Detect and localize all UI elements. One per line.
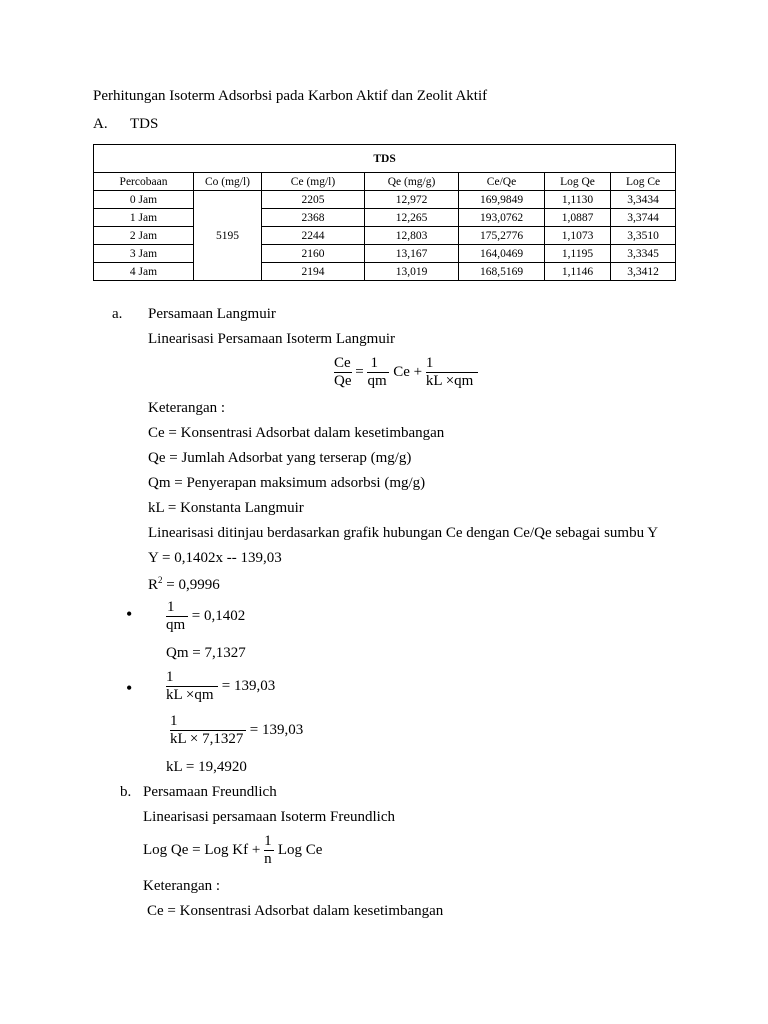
table-cell: 193,0762 (459, 209, 545, 227)
freundlich-equation (143, 833, 322, 868)
fraction-denominator: n (264, 851, 272, 867)
fraction-numerator: 1 (370, 355, 378, 371)
table-cell: 168,5169 (459, 263, 545, 281)
table-cell: 3,3345 (611, 245, 676, 263)
table-cell: 3,3434 (611, 191, 676, 209)
fraction (426, 355, 478, 390)
fraction-denominator: kL ×qm (425, 373, 474, 389)
fraction-numerator: 1 (170, 713, 178, 729)
fraction (264, 833, 274, 868)
table-cell: 1,1146 (545, 263, 611, 281)
fraction-numerator: 1 (166, 669, 174, 685)
qm-equation (166, 599, 245, 634)
table-cell: 1,1130 (545, 191, 611, 209)
table-cell: 164,0469 (459, 245, 545, 263)
fraction-numerator: 1 (264, 833, 272, 849)
equals-sign: = (355, 363, 364, 380)
equation-lhs: Log Qe = Log Kf + (143, 841, 261, 858)
definition-ce: Ce = Konsentrasi Adsorbat dalam kesetimbangan (147, 903, 444, 919)
r2-label: R (148, 577, 159, 593)
equation-term: Ce + (393, 363, 423, 380)
regression-equation: Y = 0,1402x -- 139,03 (148, 550, 282, 566)
table-cell: 2 Jam (94, 227, 194, 245)
fraction (166, 599, 188, 634)
table-cell: 3 Jam (94, 245, 194, 263)
fraction (166, 669, 218, 704)
definition-ce: Ce = Konsentrasi Adsorbat dalam kesetimbangan (148, 425, 445, 441)
table-header: Log Ce (611, 173, 676, 191)
section-marker: A. (93, 116, 108, 132)
fraction-numerator: Ce (334, 355, 351, 371)
definition-qe: Qe = Jumlah Adsorbat yang terserap (mg/g) (148, 450, 412, 466)
table-cell: 1,1195 (545, 245, 611, 263)
table-row (94, 191, 676, 209)
fraction-numerator: 1 (425, 355, 434, 371)
langmuir-equation (334, 355, 478, 390)
equation-rhs: Log Ce (277, 841, 323, 858)
langmuir-subtitle: Linearisasi Persamaan Isoterm Langmuir (148, 331, 396, 347)
table-row (94, 245, 676, 263)
document-title: Perhitungan Isoterm Adsorbsi pada Karbon Aktif dan Zeolit Aktif (93, 88, 488, 104)
langmuir-marker: a. (112, 306, 123, 322)
section-title: TDS (130, 116, 159, 132)
fraction-denominator: qm (367, 373, 387, 389)
keterangan-label: Keterangan : (148, 400, 226, 416)
table-cell: 13,019 (365, 263, 459, 281)
table-header: Ce (mg/l) (262, 173, 365, 191)
table-cell: 2194 (262, 263, 365, 281)
table-header: Co (mg/l) (194, 173, 262, 191)
definition-qm: Qm = Penyerapan maksimum adsorbsi (mg/g) (148, 475, 426, 491)
table-cell: 12,265 (365, 209, 459, 227)
fraction-denominator: qm (166, 617, 186, 633)
table-cell: 2160 (262, 245, 365, 263)
fraction-denominator: Qe (334, 373, 352, 389)
table-cell: 4 Jam (94, 263, 194, 281)
fraction (170, 713, 246, 748)
table-cell: 13,167 (365, 245, 459, 263)
table-cell: 12,972 (365, 191, 459, 209)
table-cell: 3,3510 (611, 227, 676, 245)
langmuir-title: Persamaan Langmuir (148, 306, 276, 322)
fraction-denominator: kL × 7,1327 (170, 731, 244, 747)
kl-equation-2 (170, 713, 303, 748)
table-header: Qe (mg/g) (365, 173, 459, 191)
table-cell: 175,2776 (459, 227, 545, 245)
kl-equation-1 (166, 669, 275, 704)
table-row (94, 227, 676, 245)
table-cell: 1 Jam (94, 209, 194, 227)
table-cell: 12,803 (365, 227, 459, 245)
table-cell: 3,3412 (611, 263, 676, 281)
table-header: Log Qe (545, 173, 611, 191)
fraction-numerator: 1 (167, 599, 175, 615)
table-header-row (94, 173, 676, 191)
freundlich-marker: b. (120, 784, 132, 800)
linearization-note: Linearisasi ditinjau berdasarkan grafik hubungan Ce dengan Ce/Qe sebagai sumbu Y (148, 525, 659, 541)
keterangan-label: Keterangan : (143, 878, 221, 894)
r2-value: = 0,9996 (162, 577, 220, 593)
table-row (94, 263, 676, 281)
table-cell: 2368 (262, 209, 365, 227)
co-value-cell: 5195 (194, 191, 262, 281)
table-cell: 0 Jam (94, 191, 194, 209)
bullet-icon: • (126, 604, 133, 624)
fraction-denominator: kL ×qm (166, 687, 214, 703)
table-cell: 169,9849 (459, 191, 545, 209)
table-cell: 3,3744 (611, 209, 676, 227)
table-cell: 2244 (262, 227, 365, 245)
fraction (334, 355, 352, 390)
equation-rhs: = 0,1402 (191, 607, 246, 624)
table-header: Percobaan (94, 173, 194, 191)
freundlich-subtitle: Linearisasi persamaan Isoterm Freundlich (143, 809, 395, 825)
r2-superscript: 2 (158, 575, 163, 585)
table-cell: 1,1073 (545, 227, 611, 245)
bullet-icon: • (126, 678, 133, 698)
qm-result: Qm = 7,1327 (166, 645, 246, 661)
table-cell: 1,0887 (545, 209, 611, 227)
table-title: TDS (94, 145, 676, 173)
table-header: Ce/Qe (459, 173, 545, 191)
table-cell: 2205 (262, 191, 365, 209)
kl-result: kL = 19,4920 (166, 759, 247, 775)
tds-table (93, 144, 676, 281)
freundlich-title: Persamaan Freundlich (143, 784, 277, 800)
equation-rhs: = 139,03 (221, 677, 276, 694)
fraction (367, 355, 389, 390)
table-row (94, 209, 676, 227)
definition-kl: kL = Konstanta Langmuir (148, 500, 304, 516)
r-squared (148, 575, 220, 594)
equation-rhs: = 139,03 (249, 721, 304, 738)
